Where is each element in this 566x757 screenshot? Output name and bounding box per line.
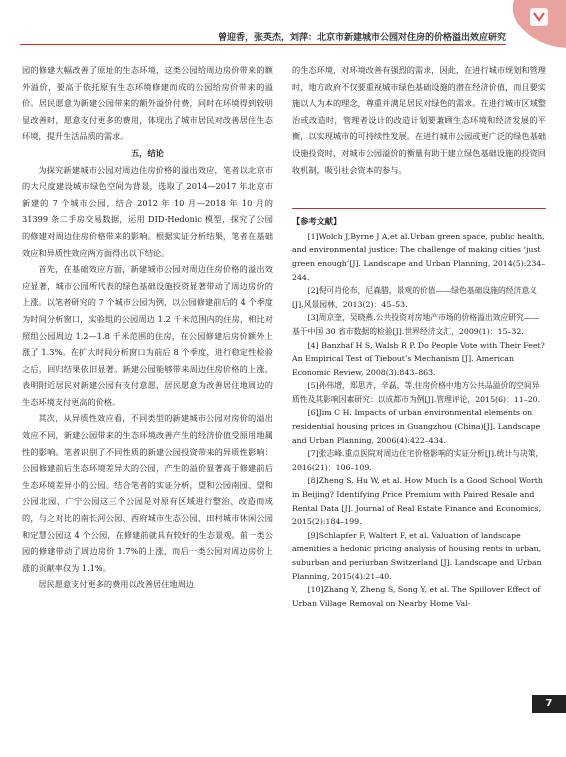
- reference-item: [5]孙伟增，郑思齐，辛磊，等.住房价格中地方公共品溢价的空间异质性及其影响因素研究：以成都市为例[J].管理评论，2015(6)：11–20.: [292, 381, 541, 404]
- reference-item: [1]Wolch J,Byrne J A,et al.Urban green space, public health, and environmental justice: The challenge of making cities ‘just green enough’[J]. Landscape and Urban Planning, 2014(5):234–244.: [292, 231, 546, 282]
- references-heading: 【参考文献】: [292, 216, 342, 227]
- references-divider: [292, 208, 546, 209]
- running-header: [0, 28, 566, 46]
- reference-item: [2]倪可肖伦布，尼森腊，景观的价值——绿色基础设施的经济意义[J].风景园林，2013(2)：45–53.: [292, 286, 537, 309]
- section-heading: 五，结论: [131, 147, 164, 158]
- body-paragraph: 园的修建大幅改善了原址的生态环境，这类公园给周边房价带来的额外溢价，要高于依托原有生态环境修建而成的公园给房价带来的溢价。居民愿意为新建公园带来的额外溢价付费，同时在环境得到较明显改善时，愿意支付更多的费用，体现出了城市居民对改善居住生态环境，提升生活品质的需求。: [22, 65, 273, 142]
- reference-item: [3]周京奎，吴晓燕.公共投资对房地产市场的价格溢出效应研究——基于中国 30 省市数据的检验[J].世界经济文汇，2009(1)：15–32.: [292, 313, 540, 336]
- reference-item: [10]Zhang Y, Zheng S, Song Y, et al. The Spillover Effect of Urban Village Removal on Nearby Home Val-: [292, 585, 541, 608]
- reference-item: [6]Jim C H. Impacts of urban environmental elements on residential housing prices in Guangzhou (China)[J]. Landscape and Urban Planning, 2006(4):422–434.: [292, 408, 541, 445]
- left-column: [22, 62, 273, 593]
- body-paragraph: 的生态环境，对环境改善有强烈的需求，因此，在进行城市规划和管理时，地方政府不仅要重视城市绿色基础设施的潜在经济价值，而且要实施以人为本的理念，尊重并满足居民对绿色的需求。在进行城市区域整治或改造时，管理者设计的改造计划要兼顾生态环境和经济发展的平衡，以实现城市的可持续性发展。在进行城市公园或更广泛的绿色基础设施投资时，对城市公园溢价的衡量有助于建立绿色基础设施的投资回收机制，吸引社会资本的参与。: [292, 65, 546, 175]
- page-number: 7: [532, 695, 566, 713]
- reference-item: [7]张志峰.重点医院对周边住宅价格影响的实证分析[J].统计与决策，2016(21)：106–109.: [292, 449, 544, 472]
- reference-item: [4] Banzhaf H S, Walsh R P. Do People Vote with Their Feet? An Empirical Test of Tiebout’s Mechanism [J]. American Economic Review, 2008(3):843–863.: [292, 340, 545, 377]
- reference-item: [9]Schlapfer F, Waltert F, et al. Valuation of landscape amenities a hedonic pricing analysis of housing rents in urban, suburban and periurban Switzerland [J]. Landscape and Urban Planning, 2015(4):21–40.: [292, 530, 542, 581]
- journal-logo-icon: [506, 0, 566, 48]
- reference-item: [8]Zheng S, Hu W, et al. How Much Is a Good School Worth in Beijing? Identifying Price Premium with Paired Resale and Rental Data [J]. Journal of Real Estate Finance and Economics, 2015(2):184–199.: [292, 476, 543, 527]
- body-paragraph: 首先，在基础效应方面，新建城市公园对周边住房价格的溢出效应显著，城市公园所代表的绿色基础设施投资显著带动了周边房价的上涨。以笔者研究的 7 个城市公园为例，以公园修建前后的 4 个季度为时间分析窗口，实验组的公园周边 1.2 千米范围内的住房，相比对照组公园周边 1.2—1.8 千米范围的住房，在公园修建后房价额外上涨了 1.3%。在扩大时间分析窗口为前后 8 个季度，进行稳定性检验之后，回归结果依旧显著。新建公园能够带来周边住房价格的上涨，表明附近居民对新建公园有支付意愿，居民愿意为改善居住地周边的生态环境支付更高的价格。: [22, 264, 273, 407]
- right-column: [292, 62, 546, 610]
- running-title: 曾迎香，张英杰，刘萍：北京市新建城市公园对住房的价格溢出效应研究: [217, 33, 506, 43]
- body-paragraph: 其次，从异质性效应看，不同类型的新建城市公园对房价的溢出效应不同，新建公园带来的生态环境改善产生的经济价值受原用地属性的影响。笔者识别了不同性质的新建公园投资带来的异质性影响：公园修建前后生态环境差异大的公园，产生的溢价显著高于修建前后生态环境差异小的公园。结合笔者的实证分析，望和公园南园、望和公园北园、广宁公园这三个公园是对原有区域进行整治、改造而成的，与之对比的南长河公园、西府城市生态公园、田村城市休闲公园和定慧公园这 4 个公园，在修建前就具有较好的生态景观。前一类公园的修建带动了周边房价 1.7%的上涨，而后一类公园对周边房价上涨的贡献率仅为 1.1%。: [22, 413, 273, 573]
- body-paragraph: 居民愿意支付更多的费用以改善居住地周边: [38, 579, 194, 590]
- header-rule: [20, 44, 506, 45]
- body-paragraph: 为探究新建城市公园对周边住房价格的溢出效应，笔者以北京市的大尺度建设城市绿色空间为背景，选取了 2014—2017 年北京市新建的 7 个城市公园，结合 2012 年 10 月—2018 年 10 月的 31399 条二手房交易数据，运用 DID-Hedonic 模型，探究了公园的修建对周边住房价格带来的影响。根据实证分析结果，笔者在基础效应和异质性效应两方面得出以下结论。: [22, 164, 273, 258]
